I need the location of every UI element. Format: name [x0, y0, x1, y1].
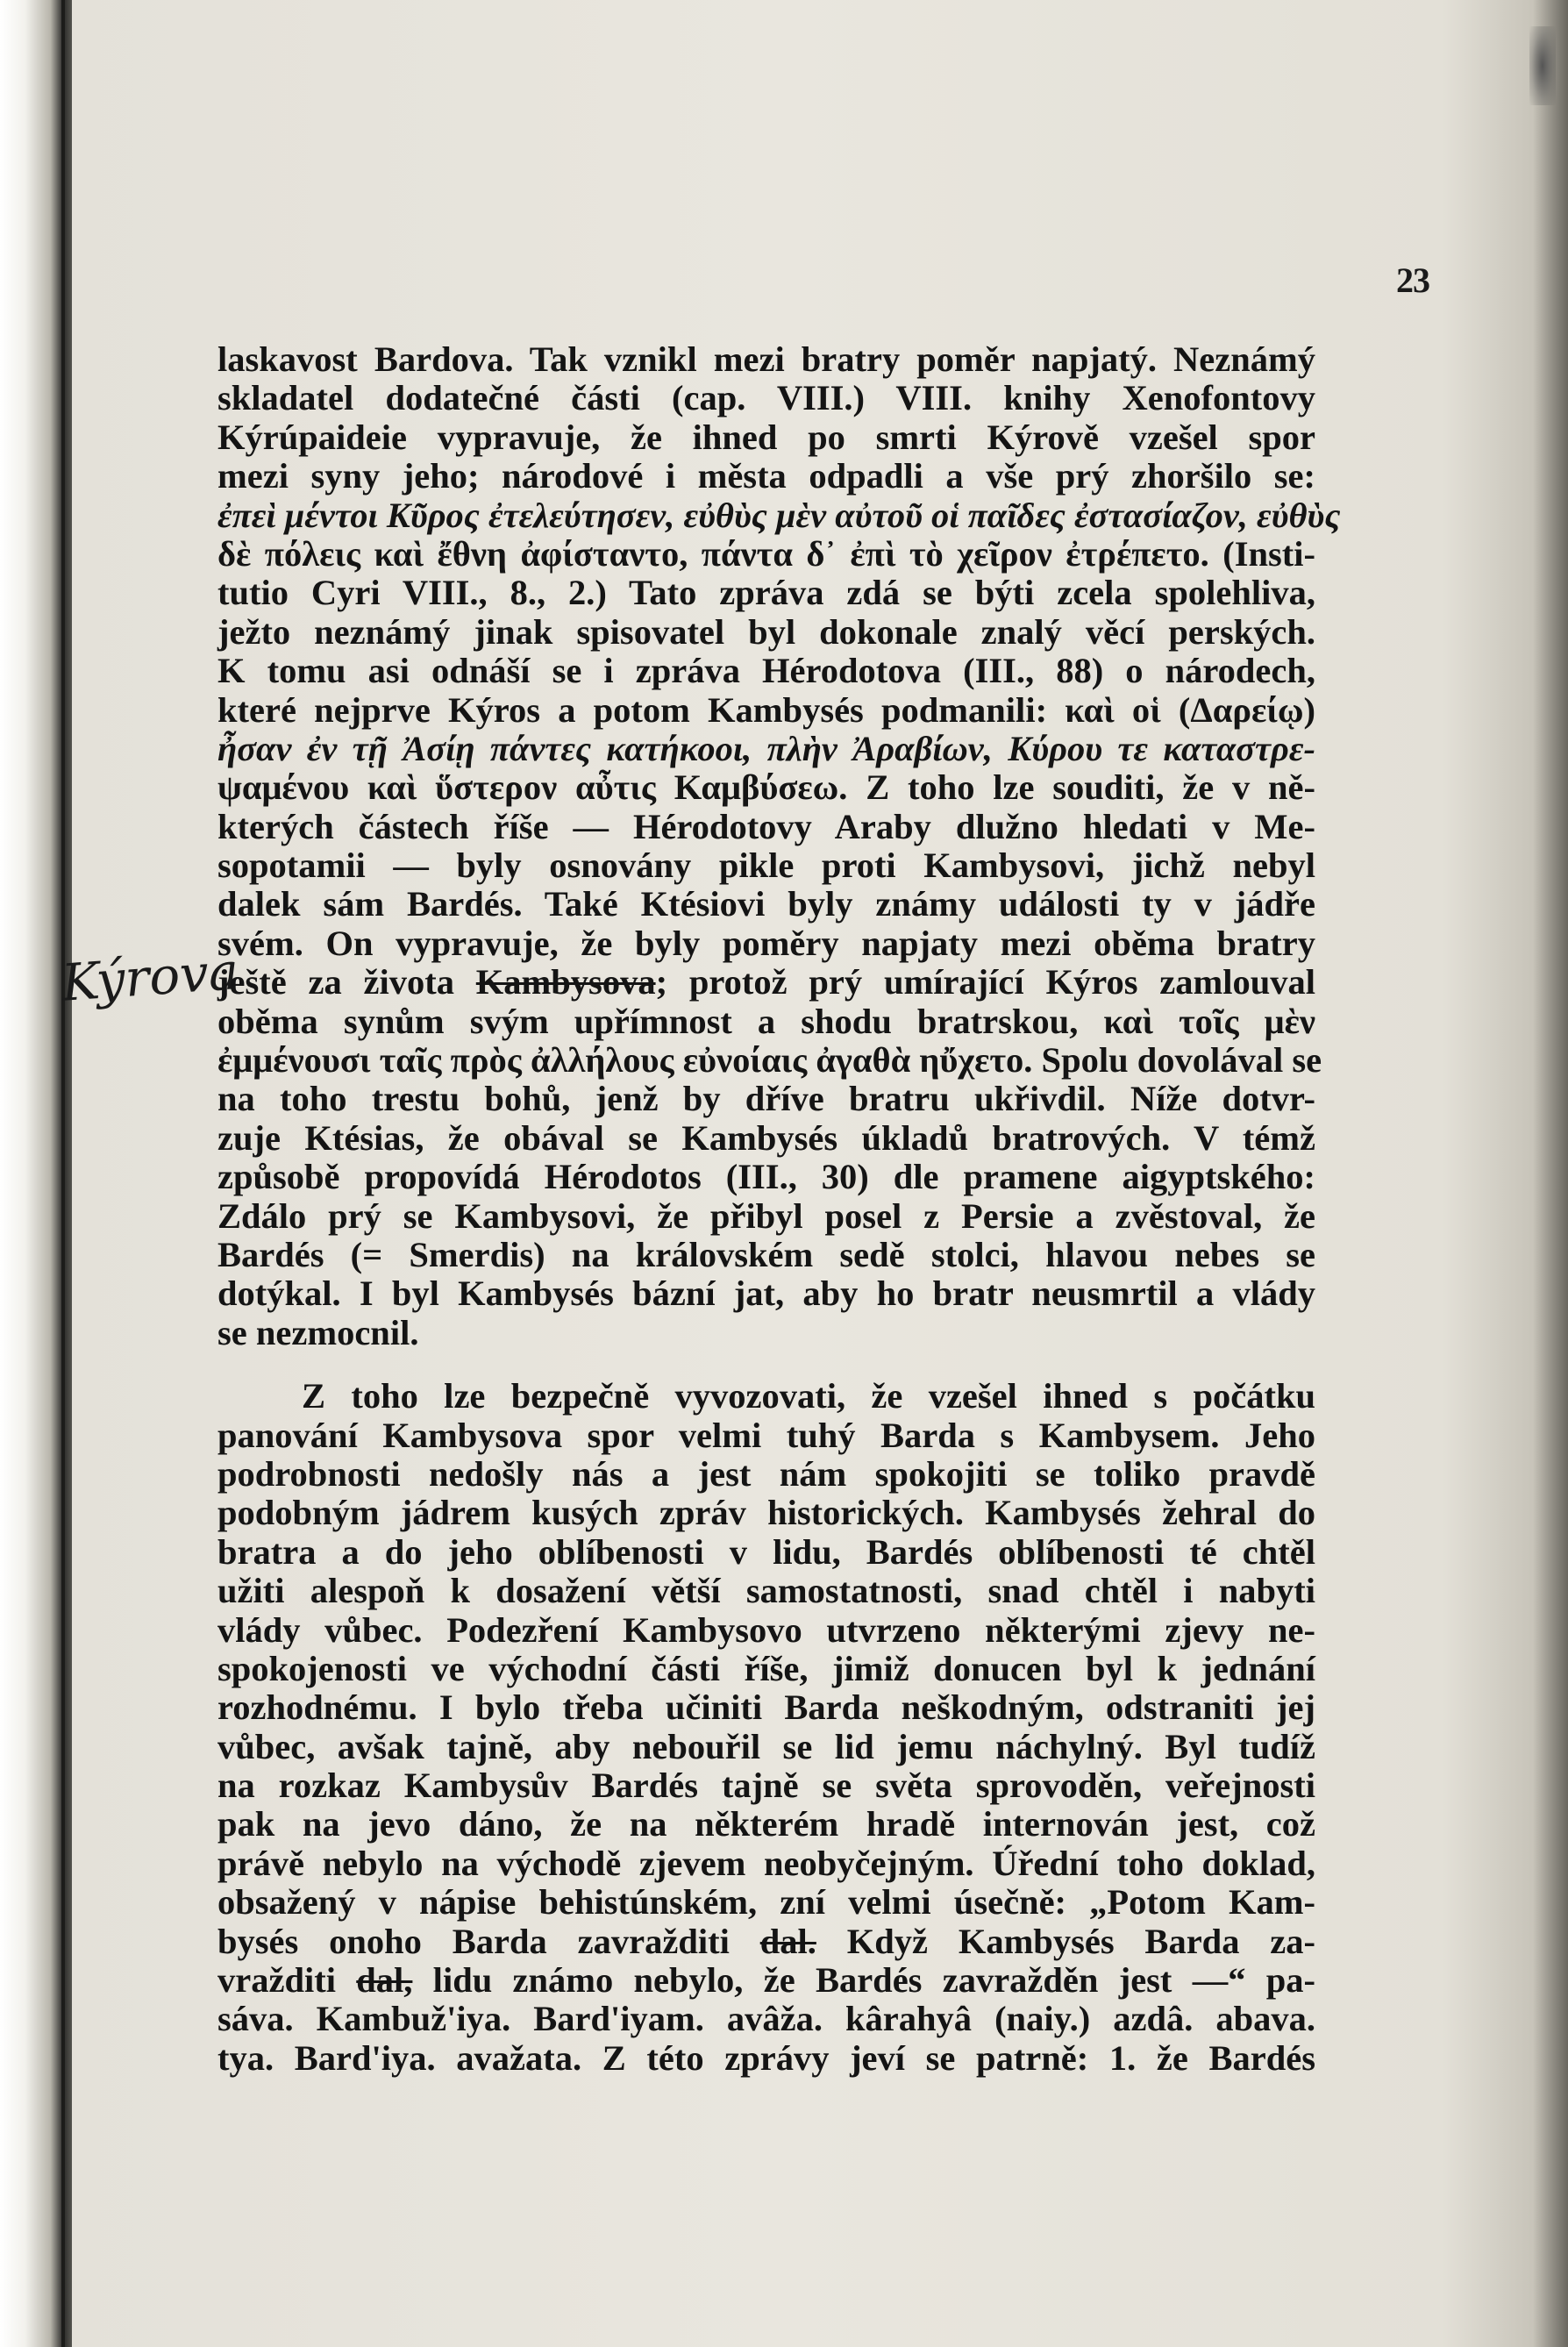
greek-text-line: δὲ πόλεις καὶ ἔθνη ἀφίσταντο, πάντα δ᾽ ἐπὶ τὸ χεῖρον ἐτρέπετο. (Insti- [217, 533, 1315, 574]
text-line: sopotamii — byly osnovány pikle proti Kambysovi, jichž nebyl [217, 845, 1315, 886]
text-line: Bardés (= Smerdis) na královském sedě stolci, hlavou nebes se [217, 1234, 1315, 1274]
text-line: ježto neznámý jinak spisovatel byl dokonale znalý věcí perských. [217, 611, 1315, 652]
text-fragment: ještě za života [217, 962, 454, 1002]
struck-text: dal. [759, 1921, 816, 1961]
text-fragment: bysés onoho Barda zavražditi [217, 1921, 730, 1961]
text-line: mezi syny jeho; národové i města odpadli a vše prý zhoršilo se: [217, 456, 1315, 496]
text-line: způsobě propovídá Hérodotos (III., 30) dle pramene aigyptského: [217, 1157, 1315, 1197]
handwritten-margin-note: Kýrova [59, 940, 241, 1013]
text-line: právě nebylo na východě zjevem neobyčejným. Úřední toho doklad, [217, 1843, 1315, 1883]
text-line: K tomu asi odnáší se i zpráva Hérodotova (III., 88) o národech, [217, 651, 1315, 691]
text-line: svém. On vypravuje, že byly poměry napjaty mezi oběma bratry [217, 923, 1315, 963]
text-line: podobným jádrem kusých zpráv historických. Kambysés žehral do [217, 1493, 1315, 1533]
text-line-with-deletion [217, 963, 1315, 1002]
text-line: vůbec, avšak tajně, aby nebouřil se lid jemu náchylný. Byl tudíž [217, 1726, 1315, 1766]
struck-text: Kambysova [475, 962, 656, 1002]
struck-text: dal, [356, 1960, 413, 2001]
text-line: panování Kambysova spor velmi tuhý Barda s Kambysem. Jeho [217, 1415, 1315, 1455]
text-fragment: lidu známo nebylo, že Bardés zavražděn jest —“ pa- [412, 1960, 1315, 2001]
text-line: sáva. Kambuž'iya. Bard'iyam. avâža. kârahyâ (naiy.) azdâ. abava. [217, 1999, 1315, 2039]
text-fragment: vražditi [217, 1960, 336, 2001]
text-line: pak na jevo dáno, že na některém hradě internován jest, což [217, 1804, 1315, 1844]
text-line: tya. Bard'iya. avažata. Z této zprávy jeví se patrně: 1. že Bardés [217, 2037, 1315, 2078]
text-line: dotýkal. I byl Kambysés bázní jat, aby ho bratr neusmrtil a vlády [217, 1273, 1315, 1314]
text-fragment: ; protož prý umírající Kýros zamlouval [655, 962, 1315, 1002]
greek-text-line: ψαμένου καὶ ὕστερον αὖτις Καμβύσεω. Z toho lze souditi, že v ně- [217, 767, 1315, 808]
text-line: zuje Ktésias, že obával se Kambysés úkladů bratrových. V témž [217, 1117, 1315, 1158]
text-line: na toho trestu bohů, jenž by dříve bratru ukřivdil. Níže dotvr- [217, 1079, 1315, 1119]
page-edge-shadow [1533, 0, 1568, 2347]
text-line: tutio Cyri VIII., 8., 2.) Tato zpráva zdá se býti zcela spolehliva, [217, 573, 1315, 613]
text-line: užiti alespoň k dosažení větší samostatnosti, snad chtěl i nabyti [217, 1571, 1315, 1611]
binding-line [61, 0, 65, 2347]
text-line: bratra a do jeho oblíbenosti v lidu, Bardés oblíbenosti té chtěl [217, 1531, 1315, 1572]
text-line: oběma synům svým upřímnost a shodu bratrskou, καὶ τοῖς μὲν [217, 1001, 1315, 1041]
text-line-with-deletion [217, 1961, 1315, 2000]
text-line: spokojenosti ve východní části říše, jimiž donucen byl k jednání [217, 1648, 1315, 1688]
text-line: Zdálo prý se Kambysovi, že přibyl posel z Persie a zvěstoval, že [217, 1195, 1315, 1236]
text-line: obsažený v nápise behistúnském, zní velmi úsečně: „Potom Kam- [217, 1882, 1315, 1923]
corner-mark [1529, 26, 1556, 105]
text-line: se nezmocnil. [217, 1312, 419, 1352]
text-line: skladatel dodatečné části (cap. VIII.) VIII. knihy Xenofontovy [217, 378, 1315, 418]
greek-text-line: ἐπεὶ μέντοι Κῦρος ἐτελεύτησεν, εὐθὺς μὲν αὐτοῦ οἱ παῖδες ἐστασίαζον, εὐθὺς [217, 495, 1341, 535]
text-line: Z toho lze bezpečně vyvozovati, že vzešel ihned s počátku [302, 1376, 1315, 1416]
text-line: které nejprve Kýros a potom Kambysés podmanili: καὶ οἱ (Δαρείῳ) [217, 689, 1315, 730]
greek-text-line: ἦσαν ἐν τῇ Ἀσίῃ πάντες κατήκοοι, πλὴν Ἀραβίων, Κύρου τε καταστρε- [217, 728, 1315, 768]
text-line: podrobnosti nedošly nás a jest nám spokojiti se toliko pravdě [217, 1453, 1315, 1494]
text-line: dalek sám Bardés. Také Ktésiovi byly známy události ty v jádře [217, 884, 1315, 924]
text-line: vlády vůbec. Podezření Kambysovo utvrzeno některými zjevy ne- [217, 1609, 1315, 1650]
text-line: na rozkaz Kambysův Bardés tajně se světa sprovoděn, veřejnosti [217, 1766, 1315, 1806]
text-fragment: Když Kambysés Barda za- [816, 1921, 1316, 1961]
text-line: Kýrúpaideie vypravuje, že ihned po smrti Kýrově vzešel spor [217, 417, 1315, 457]
page-number: 23 [1396, 260, 1429, 300]
text-line-with-deletion [217, 1923, 1315, 1961]
text-line: kterých částech říše — Hérodotovy Araby dlužno hledati v Me- [217, 806, 1315, 846]
text-line: rozhodnému. I bylo třeba učiniti Barda neškodným, odstraniti jej [217, 1687, 1315, 1728]
text-line: laskavost Bardova. Tak vznikl mezi bratry poměr napjatý. Neznámý [217, 339, 1315, 379]
greek-text-line: ἐμμένουσι ταῖς πρὸς ἀλλήλους εὐνοίαις ἀγαθὰ ηὔχετο. Spolu dovolával se [217, 1040, 1322, 1081]
text-body [217, 339, 1341, 2078]
